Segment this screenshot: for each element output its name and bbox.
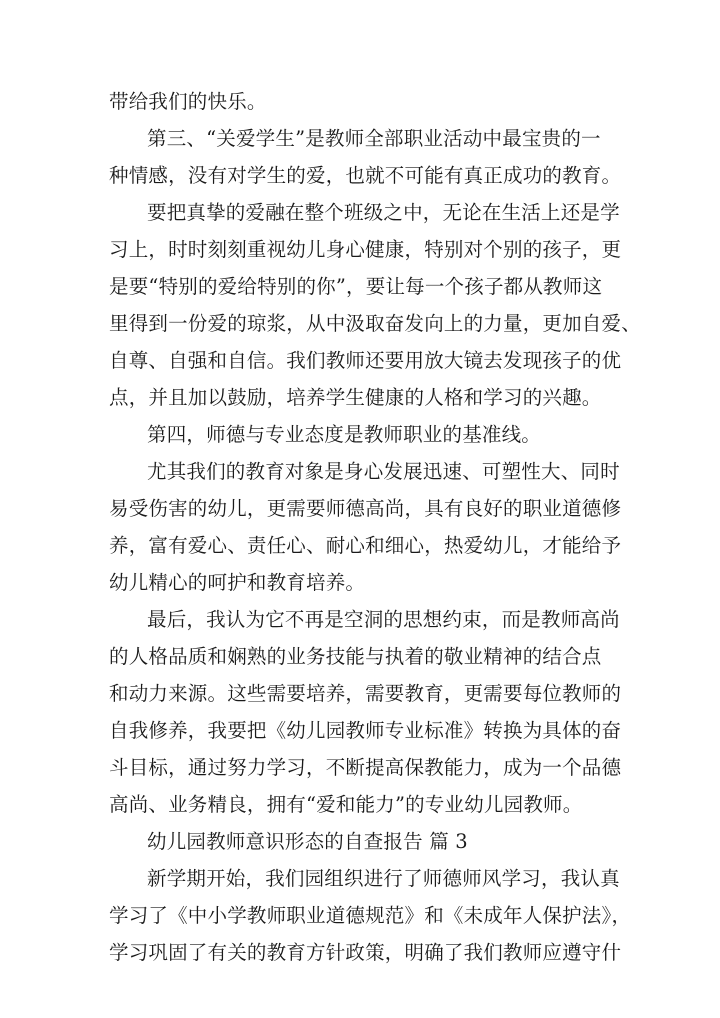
paragraph-start-line: 新学期开始，我们园组织进行了师德师风学习，我认真	[147, 867, 620, 890]
text-line: 带给我们的快乐。	[109, 90, 267, 113]
section-title: 幼儿园教师意识形态的自查报告 篇 3	[147, 830, 468, 853]
text-line: 自我修养，我要把《幼儿园教师专业标准》转换为具体的奋	[109, 719, 622, 742]
text-line: 幼儿精心的呵护和教育培养。	[109, 571, 366, 594]
text-line: 里得到一份爱的琼浆，从中汲取奋发向上的力量，更加自爱、	[109, 312, 641, 335]
text-line: 是要“特别的爱给特别的你”，要让每一个孩子都从教师这	[109, 275, 603, 298]
text-line: 种情感，没有对学生的爱，也就不可能有真正成功的教育。	[109, 164, 622, 187]
paragraph-start-line: 第三、“关爱学生”是教师全部职业活动中最宝贵的一	[147, 127, 601, 150]
text-line: 自尊、自强和自信。我们教师还要用放大镜去发现孩子的优	[109, 349, 622, 372]
paragraph-start-line: 最后，我认为它不再是空洞的思想约束，而是教师高尚	[147, 608, 620, 631]
text-line: 易受伤害的幼儿，更需要师德高尚，具有良好的职业道德修	[109, 497, 622, 520]
text-line: 点，并且加以鼓励，培养学生健康的人格和学习的兴趣。	[109, 386, 602, 409]
text-line: 斗目标，通过努力学习，不断提高保教能力，成为一个品德	[109, 756, 622, 779]
text-line: 和动力来源。这些需要培养，需要教育，更需要每位教师的	[109, 682, 622, 705]
paragraph-start-line: 要把真挚的爱融在整个班级之中，无论在生活上还是学	[147, 201, 620, 224]
section-heading-line: 第四，师德与专业态度是教师职业的基准线。	[147, 423, 542, 446]
paragraph-start-line: 尤其我们的教育对象是身心发展迅速、可塑性大、同时	[147, 460, 620, 483]
text-line: 养，富有爱心、责任心、耐心和细心，热爱幼儿，才能给予	[109, 534, 622, 557]
text-line: 学习了《中小学教师职业道德规范》和《未成年人保护法》，	[109, 904, 632, 927]
text-line: 高尚、业务精良，拥有“爱和能力”的专业幼儿园教师。	[109, 793, 583, 816]
text-line: 习上，时时刻刻重视幼儿身心健康，特别对个别的孩子，更	[109, 238, 622, 261]
text-line: 学习巩固了有关的教育方针政策，明确了我们教师应遵守什	[109, 941, 622, 964]
text-line: 的人格品质和娴熟的业务技能与执着的敬业精神的结合点	[109, 645, 602, 668]
